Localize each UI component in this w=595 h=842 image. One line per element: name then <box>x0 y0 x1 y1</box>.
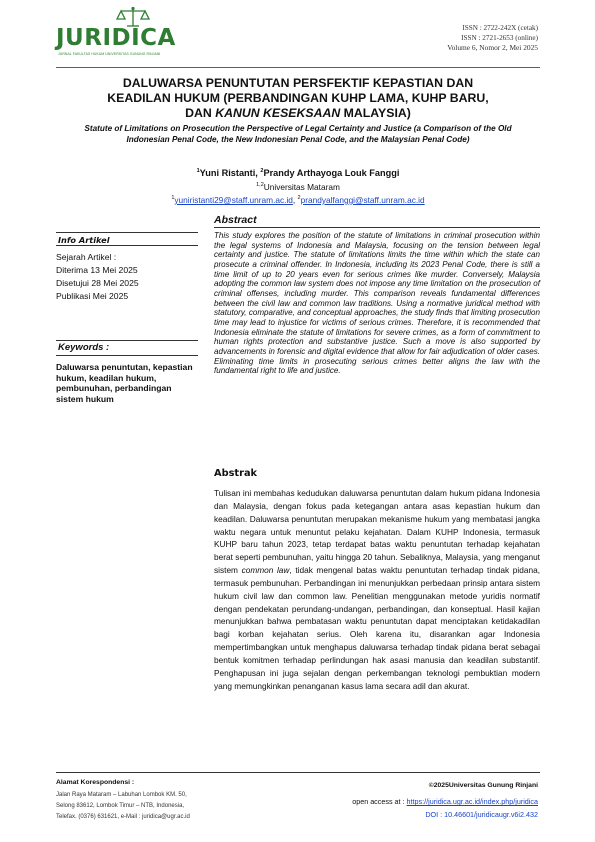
abstrak-italic-term: common law <box>241 565 290 576</box>
title-line-1: DALUWARSA PENUNTUTAN PERSFEKTIF KEPASTIAN DAN <box>122 76 474 90</box>
open-access: open access at : https://juridica.ugr.ac.id/index.php/juridica <box>352 797 538 806</box>
title-line-3: DAN KANUN KESEKSAAN MALAYSIA) <box>185 106 411 120</box>
email-link-2[interactable]: prandyalfanggi@staff.unram.ac.id <box>300 195 425 205</box>
doi-link[interactable]: DOI : 10.46601/juridicaugr.v6i2.432 <box>425 810 538 819</box>
issn-online: ISSN : 2721-2653 (online) <box>461 33 538 42</box>
issn-print: ISSN : 2722-242X (cetak) <box>462 24 538 32</box>
correspondence-heading: Alamat Korespondensi : <box>56 779 135 786</box>
abstract-heading: Abstract <box>214 214 540 228</box>
keywords: Daluwarsa penuntutan, kepastian hukum, keadilan hukum, pembunuhan, perbandingan sistem hukum <box>56 362 193 404</box>
title-line-2: KEADILAN HUKUM (PERBANDINGAN KUHP LAMA, KUHP BARU, <box>107 91 489 105</box>
address-line-2: Selong 83612, Lombok Timur – NTB, Indonesia, <box>56 803 185 809</box>
copyright: ©2025Universitas Gunung Rinjani <box>428 782 538 789</box>
paper-subtitle: Statute of Limitations on Prosecution the Perspective of Legal Certainty and Justice (a Comparison of the Old Indonesian Penal Code, the New Indonesian Penal Code, and the Malaysian Penal Code) <box>84 124 512 144</box>
paper-title <box>58 76 538 121</box>
issn-block <box>447 24 538 53</box>
keywords-heading: Keywords : <box>56 340 198 356</box>
abstrak-text: Tulisan ini membahas kedudukan daluwarsa penuntutan dalam hukum pidana Indonesia dan Malaysia, dengan fokus pada ketegangan antara asas kepastian hukum dan keadilan. Daluwarsa penuntutan merupakan mekanisme hukum yang membatasi jangka waktu negara untuk menuntut pelaku kejahatan. Dalam KUHP Indonesia, termasuk KUHP baru tahun 2023, tetap terdapat batas waktu penuntutan terhadap kejahatan berat seperti pembunuhan, yaitu hingga 20 tahun. Sebaliknya, Malaysia, yang menganut sistem common law, tidak mengenal batas waktu penuntutan terhadap tindak pidana, termasuk pembunuhan. Perbandingan ini menunjukkan perbedaan prinsip antara sistem hukum civil law dan common law. Penelitian menggunakan metode yuridis normatif dengan pendekatan perundang-undangan, perbandingan, dan konseptual. Hasil kajian menunjukkan bahwa pembatasan waktu penuntutan dapat menciptakan ketidakadilan bagi korban kejahatan serius. Oleh karena itu, disarankan agar Indonesia mempertimbangkan untuk menghapus daluwarsa terhadap tindak pidana berat sebagai bentuk komitmen terhadap perlindungan hak asasi manusia dan keadilan substantif. Penghapusan ini juga sejalan dengan perkembangan teknologi pembuktian modern yang memungkinkan penanganan kasus lama secara adil dan akurat. <box>214 488 540 691</box>
volume-info: Volume 6, Nomor 2, Mei 2025 <box>447 43 538 52</box>
author-list: $^1$Yuni Ristanti, $^2$Prandy Arthayoga Louk Fanggi <box>196 168 400 178</box>
abstrak-heading: Abstrak <box>214 468 258 479</box>
title-italic: KANUN KESEKSAAN <box>215 106 341 120</box>
open-access-link[interactable]: https://juridica.ugr.ac.id/index.php/juridica <box>406 797 538 806</box>
correspondence-address <box>56 790 296 823</box>
history-published: Publikasi Mei 2025 <box>56 291 129 301</box>
article-history <box>56 251 198 303</box>
email-link-1[interactable]: yuniristanti29@staff.unram.ac.id <box>174 195 293 205</box>
author-2: Prandy Arthayoga Louk Fanggi <box>263 168 400 178</box>
abstract-text: This study explores the position of the statute of limitations in criminal prosecution within the legal systems of Indonesia and Malaysia, focusing on the tension between legal certainty and justice. The statute of limitations limits the time within which the state can prosecute a criminal offender. In Indonesia, including its 2023 Penal Code, there is still a time limit of up to 20 years even for serious crimes like murder. Conversely, Malaysia adopting the common law system does not impose any time limitation on the prosecution of criminal offenses, including murder. This comparison reveals fundamental differences between the civil law and common law traditions. Using a normative juridical method with statutory, comparative, and conceptual approaches, the study finds that limiting prosecution time may lead to injustice for victims of serious crimes. Therefore, it is recommended that Indonesia eliminate the statute of limitations for severe crimes, as a form of commitment to human rights protection and substantive justice. Such a move is also supported by advancements in forensic and digital evidence that allow for fair adjudication of older cases. Eliminating time limits in prosecuting serious crimes better aligns the law with the fundamental right to life and justice. <box>214 231 540 376</box>
author-1: Yuni Ristanti, <box>199 168 261 178</box>
logo-subtitle: JURNAL FAKULTAS HUKUM UNIVERSITAS GUNUNG RINJANI <box>58 52 161 56</box>
history-label: Sejarah Artikel : <box>56 252 117 262</box>
footer-divider <box>56 772 540 773</box>
header-divider <box>56 67 540 68</box>
address-line-3: Telefax. (0376) 631621, e-Mail : juridica@ugr.ac.id <box>56 814 190 820</box>
address-line-1: Jalan Raya Mataram – Labuhan Lombok KM. 50, <box>56 792 187 798</box>
journal-logo <box>56 6 186 60</box>
article-info-heading: Info Artikel <box>56 232 198 246</box>
history-accepted: Disetujui 28 Mei 2025 <box>56 278 139 288</box>
logo-text: JURIDICA <box>56 25 176 51</box>
affiliation: $^{1,2}$Universitas Mataram <box>256 182 340 192</box>
history-received: Diterima 13 Mei 2025 <box>56 265 138 275</box>
author-emails: $^1$yuniristanti29@staff.unram.ac.id, $^2$prandyalfanggi@staff.unram.ac.id <box>171 195 425 205</box>
